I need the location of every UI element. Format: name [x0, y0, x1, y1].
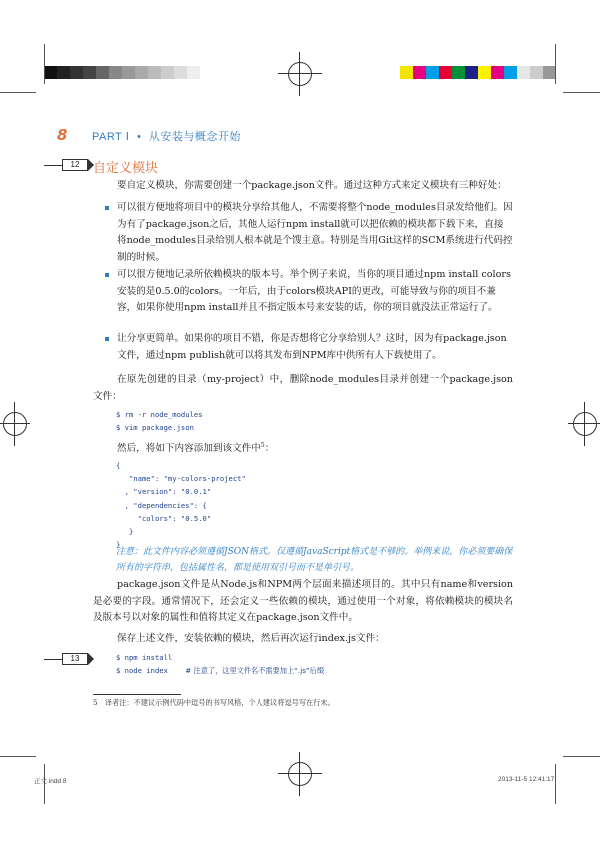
add-content-paragraph — [117, 438, 513, 458]
section-title: 自定义模块 — [93, 161, 159, 176]
code-line: $ vim package.json — [116, 423, 194, 433]
margin-tag-line — [44, 659, 62, 660]
bullet-marker — [105, 337, 109, 341]
code-comment: # 注意了，这里文件名不需要加上“.js”后缀 — [185, 666, 325, 676]
code-cmd: $ node index — [116, 666, 168, 676]
description-paragraph: package.json文件是从Node.js和NPM两个层面来描述项目的。其中只有name和version是必要的字段。通常情况下，还会定义一些依赖的模块，通过使用一个对象，将依赖模块的模块名及版本号以对象的属性和值将其定义在package.json文件中。 — [93, 579, 513, 623]
code-line: { — [116, 461, 121, 470]
print-slug-file: 正文.indd 8 — [34, 778, 67, 785]
add-content-text: 然后，将如下内容添加到该文件中 — [117, 443, 261, 455]
code-block-run — [116, 651, 324, 677]
bullet-text-1: 可以很方便地将项目中的模块分享给其他人，不需要将整个node_modules目录发给他们。因为有了package.json之后，其他人运行npm install就可以把依赖的模块都下载下来，直接将node_modules目录给别人根本就是个馊主意。特别是当用Git这样的SCM系统进行代码控制的时候。 — [117, 202, 513, 263]
bullet-item-2 — [117, 267, 513, 329]
delete-paragraph: 在原先创建的目录（my-project）中，删除node_modules目录并创建一个package.json文件： — [93, 374, 513, 402]
code-line: $ npm install — [116, 653, 173, 662]
intro-paragraph: 要自定义模块，你需要创建一个package.json文件。通过这种方式来定义模块有三种好处： — [117, 180, 507, 191]
code-line: "name": "my-colors-project" — [116, 474, 246, 484]
running-header — [92, 128, 241, 144]
part-label: PART — [92, 131, 123, 143]
code-line — [116, 664, 324, 677]
code-line: "colors": "0.5.0" — [116, 513, 212, 523]
page-number: 8 — [57, 126, 68, 144]
code-line: , "dependencies": { — [116, 500, 207, 510]
header-bullet: • — [137, 131, 142, 143]
code-line: } — [116, 540, 121, 550]
bullet-marker — [105, 206, 109, 210]
margin-tag-12: 12 — [62, 159, 88, 171]
code-block-json — [116, 459, 246, 551]
margin-tag-line — [44, 165, 62, 166]
margin-tag-13: 13 — [62, 653, 88, 665]
footnote-text: 5 译者注：不建议示例代码中逗号的书写风格，个人建议将逗号写在行末。 — [93, 698, 335, 707]
note-paragraph: 注意：此文件内容必须遵循JSON格式。仅遵循JavaScript格式是不够的。举例来说，你必须要确保所有的字符串，包括属性名，都是使用双引号而不是单引号。 — [116, 547, 513, 573]
chapter-title: 从安装与概念开始 — [148, 131, 241, 143]
bullet-marker — [105, 273, 109, 277]
code-line: $ rm -r node_modules — [116, 410, 203, 419]
part-roman: Ⅰ — [125, 131, 130, 143]
bullet-text-2: 可以很方便地记录所依赖模块的版本号。举个例子来说，当你的项目通过npm install colors安装的是0.5.0的colors。一年后，由于colors模块API的更改，可能导致与你的项目不兼容，如果你使用npm install并且不指定版本号来安装的话，你的项目就没法正常运行了。 — [117, 269, 511, 313]
footnote-rule — [93, 694, 181, 695]
print-slug-timestamp: 2013-11-5 12:41:17 — [498, 776, 555, 783]
save-paragraph: 保存上述文件，安装依赖的模块，然后再次运行index.js文件： — [117, 633, 385, 644]
add-content-punct: ： — [264, 443, 275, 455]
bullet-item-1 — [117, 200, 513, 268]
bullet-item-3 — [117, 331, 513, 365]
code-block-commands — [116, 408, 203, 434]
footnote-ref: 5 — [260, 442, 265, 449]
bullet-text-3: 让分享更简单。如果你的项目不错，你是否想将它分享给别人？这时，因为有package.json文件，通过npm publish就可以将其发布到NPM库中供所有人下载使用了。 — [117, 333, 507, 361]
code-line: , "version": "0.0.1" — [116, 487, 212, 497]
code-line: } — [116, 527, 134, 537]
